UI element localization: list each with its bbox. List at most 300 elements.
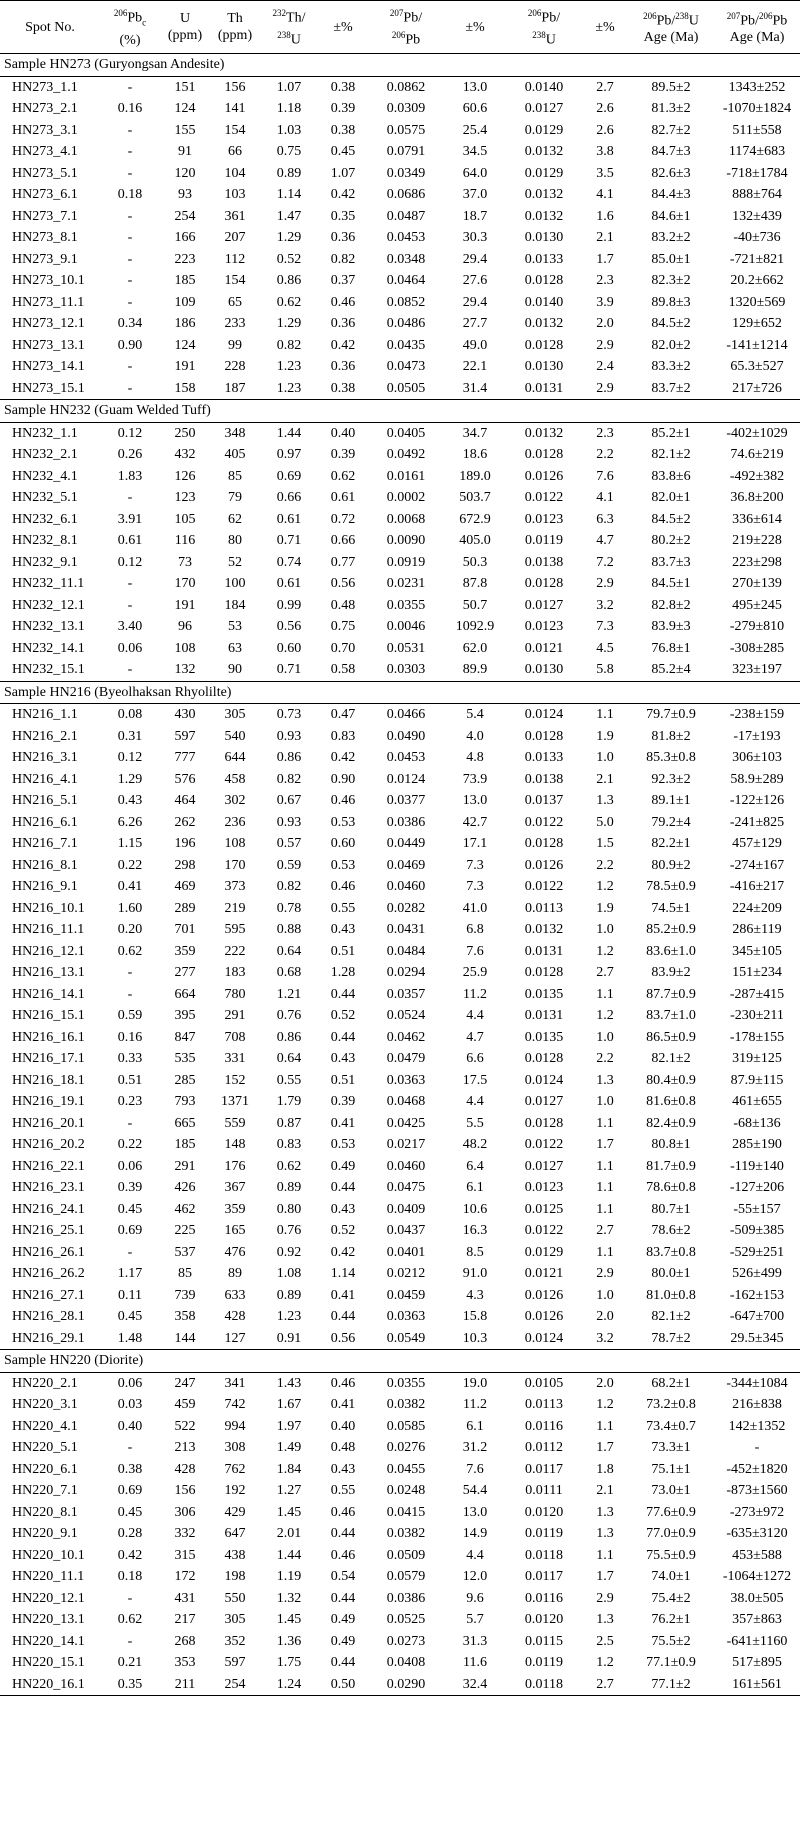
- cell-age-207-206: -55±157: [733, 1201, 781, 1217]
- cell-pb206-u238: 0.0133: [524, 251, 564, 267]
- table-row: [0, 184, 800, 206]
- cell-age-206-238: 78.6±0.8: [646, 1180, 696, 1195]
- cell-error-3: 3.2: [596, 1330, 614, 1346]
- cell-age-206-238: 80.4±0.9: [646, 1072, 696, 1088]
- cell-u: 291: [174, 1158, 196, 1174]
- cell-spot: HN216_24.1: [12, 1201, 85, 1217]
- cell-error-2: 4.8: [466, 750, 484, 765]
- cell-pb206-u238: 0.0128: [524, 728, 564, 744]
- cell-spot: HN216_10.1: [12, 900, 85, 916]
- cell-error-2: 7.3: [466, 879, 484, 894]
- cell-error-1: 0.51: [330, 943, 356, 959]
- cell-th-u-ratio: 1.36: [276, 1633, 302, 1649]
- cell-error-1: 0.44: [330, 1526, 356, 1541]
- cell-th-u-ratio: 0.60: [276, 640, 302, 656]
- cell-th: 52: [228, 554, 242, 570]
- cell-th: 79: [228, 490, 242, 505]
- cell-error-1: 0.40: [330, 425, 356, 441]
- cell-pb206-u238: 0.0128: [524, 1051, 564, 1066]
- cell-error-3: 4.5: [596, 640, 614, 656]
- table-row: [0, 704, 800, 726]
- cell-error-1: 0.36: [330, 230, 356, 245]
- cell-th: 305: [224, 1612, 246, 1627]
- cell-error-2: 25.9: [462, 965, 488, 980]
- table-row: [0, 898, 800, 920]
- cell-pb207-pb206: 0.0124: [386, 771, 426, 787]
- cell-pb207-pb206: 0.0455: [386, 1461, 426, 1477]
- cell-u: 185: [174, 1137, 196, 1152]
- cell-error-3: 2.9: [596, 1590, 614, 1606]
- cell-age-206-238: 83.8±6: [651, 468, 691, 484]
- cell-age-207-206: 36.8±200: [730, 490, 784, 505]
- cell-u: 353: [174, 1655, 196, 1670]
- cell-pb206-u238: 0.0131: [524, 1008, 564, 1023]
- cell-age-207-206: -1064±1272: [722, 1569, 792, 1584]
- cell-pb207-pb206: 0.0282: [386, 900, 426, 916]
- cell-spot: HN273_13.1: [12, 337, 85, 353]
- cell-pb206-u238: 0.0124: [524, 707, 564, 722]
- cell-age-207-206: 161±561: [714, 1674, 800, 1696]
- cell-th: 154: [224, 122, 246, 138]
- cell-error-1: 0.43: [330, 922, 356, 937]
- cell-spot: HN216_29.1: [12, 1330, 85, 1346]
- cell-error-1: 0.90: [330, 771, 356, 787]
- cell-age-207-206: -718±1784: [726, 165, 788, 181]
- cell-spot: HN216_5.1: [12, 793, 78, 808]
- cell-th-u-ratio: 0.57: [276, 836, 302, 851]
- cell-age-207-206: -529±251: [729, 1244, 785, 1260]
- cell-th: 156: [224, 79, 246, 95]
- cell-th-u-ratio: 0.73: [276, 707, 302, 722]
- cell-pb206-u238: 0.0132: [524, 425, 564, 441]
- cell-common-pb: -: [127, 79, 133, 95]
- cell-spot: HN216_28.1: [12, 1309, 85, 1324]
- cell-error-2: 15.8: [462, 1309, 488, 1324]
- cell-age-207-206: -402±1029: [726, 425, 788, 441]
- table-row: [0, 1394, 800, 1416]
- cell-pb207-pb206: 0.0453: [386, 230, 426, 245]
- table-row: [0, 292, 800, 314]
- cell-spot: HN273_6.1: [12, 187, 78, 202]
- cell-age-206-238: 82.1±2: [651, 1309, 691, 1324]
- cell-error-2: 4.0: [466, 728, 484, 744]
- cell-age-207-206: 285±190: [732, 1137, 782, 1152]
- cell-error-1: 0.70: [330, 640, 356, 656]
- cell-pb207-pb206: 0.0068: [386, 511, 426, 527]
- cell-age-206-238: 83.7±2: [651, 380, 691, 396]
- cell-common-pb: 1.83: [117, 468, 143, 484]
- cell-pb206-u238: 0.0126: [524, 857, 564, 873]
- cell-error-1: 0.42: [330, 187, 356, 202]
- cell-error-3: 3.8: [596, 144, 614, 159]
- sample-title: Sample HN232 (Guam Welded Tuff): [0, 400, 800, 423]
- cell-pb206-u238: 0.0132: [524, 922, 564, 937]
- cell-th: 341: [224, 1375, 246, 1391]
- cell-th-u-ratio: 0.64: [276, 943, 302, 959]
- cell-error-1: 0.46: [330, 793, 356, 808]
- cell-error-1: 0.49: [330, 1158, 356, 1174]
- cell-spot: HN216_11.1: [12, 922, 85, 937]
- cell-error-2: 87.8: [462, 576, 488, 591]
- cell-error-3: 2.5: [596, 1633, 614, 1649]
- cell-th-u-ratio: 0.89: [276, 1287, 302, 1303]
- cell-pb206-u238: 0.0128: [524, 1115, 564, 1131]
- cell-age-206-238: 82.1±2: [651, 447, 691, 462]
- cell-pb207-pb206: 0.0492: [386, 447, 426, 462]
- cell-u: 739: [174, 1287, 196, 1303]
- cell-error-1: 0.53: [330, 857, 356, 873]
- cell-age-207-206: -241±825: [729, 814, 785, 830]
- table-row: [0, 1588, 800, 1610]
- cell-error-3: 1.6: [596, 208, 614, 224]
- cell-pb207-pb206: 0.0453: [386, 750, 426, 765]
- cell-u: 469: [174, 879, 196, 894]
- table-row: [0, 659, 800, 681]
- cell-age-206-238: 75.5±0.9: [646, 1547, 696, 1563]
- cell-spot: HN216_4.1: [12, 771, 78, 787]
- cell-th: 595: [224, 922, 246, 937]
- cell-th-u-ratio: 1.29: [276, 230, 302, 245]
- cell-age-207-206: 74.6±219: [730, 447, 784, 462]
- cell-th-u-ratio: 0.56: [276, 619, 302, 634]
- cell-u: 211: [160, 1674, 210, 1696]
- cell-age-206-238: 83.3±2: [651, 359, 691, 374]
- cell-pb206-u238: 0.0131: [524, 943, 564, 959]
- cell-age-207-206: 286±119: [732, 922, 782, 937]
- cell-error-3: 1.5: [596, 836, 614, 851]
- header-u: U (ppm): [160, 1, 210, 54]
- cell-age-207-206: -873±1560: [726, 1483, 788, 1498]
- cell-error-3: 3.5: [596, 165, 614, 181]
- cell-u: 358: [174, 1309, 196, 1324]
- cell-common-pb: 0.42: [117, 1547, 143, 1563]
- table-row: [0, 1199, 800, 1221]
- cell-pb207-pb206: 0.0473: [386, 359, 426, 374]
- cell-common-pb: 0.41: [117, 879, 143, 894]
- cell-u: 847: [174, 1029, 196, 1045]
- cell-common-pb: 0.26: [117, 447, 143, 462]
- cell-pb206-u238: 0.0128: [524, 576, 564, 591]
- cell-u: 298: [174, 857, 196, 873]
- cell-age-206-238: 78.7±2: [651, 1330, 691, 1346]
- cell-pb206-u238: 0.0130: [524, 662, 564, 677]
- cell-pb207-pb206: 0.0217: [386, 1137, 426, 1152]
- cell-th-u-ratio: 1.45: [276, 1612, 302, 1627]
- cell-spot: HN220_3.1: [12, 1397, 78, 1412]
- table-row: [0, 1416, 800, 1438]
- cell-spot: HN216_17.1: [12, 1051, 85, 1066]
- cell-pb206-u238: 0.0120: [524, 1504, 564, 1520]
- cell-error-2: 6.8: [466, 922, 484, 937]
- cell-u: 144: [174, 1330, 196, 1346]
- cell-th: 708: [224, 1029, 246, 1045]
- cell-error-2: 11.2: [463, 1397, 487, 1412]
- cell-error-2: 5.7: [466, 1612, 484, 1627]
- cell-th: 103: [224, 187, 246, 202]
- sample-section-header: [0, 681, 800, 704]
- cell-pb207-pb206: 0.0386: [386, 1590, 426, 1606]
- cell-th: 780: [224, 986, 246, 1002]
- cell-error-2: 17.1: [462, 836, 488, 851]
- cell-u: 126: [174, 468, 196, 484]
- cell-error-2: 13.0: [462, 793, 488, 808]
- cell-common-pb: 0.16: [117, 101, 143, 116]
- table-row: [0, 1437, 800, 1459]
- cell-pb206-u238: 0.0129: [524, 1244, 564, 1260]
- cell-age-206-238: 80.2±2: [651, 533, 691, 548]
- cell-error-1: 0.82: [330, 251, 356, 267]
- cell-error-2: 50.3: [462, 554, 488, 570]
- cell-age-206-238: 82.0±1: [651, 490, 691, 505]
- cell-error-1: 0.46: [330, 1375, 356, 1391]
- cell-common-pb: 1.48: [117, 1330, 143, 1346]
- cell-error-3: 2.1: [596, 1483, 614, 1498]
- header-age-206-238: $^{206}$Pb/$^{238}$U Age (Ma): [628, 1, 714, 54]
- cell-age-206-238: 80.7±1: [651, 1201, 691, 1217]
- cell-spot: HN273_9.1: [12, 251, 78, 267]
- cell-error-3: 2.7: [582, 1674, 628, 1696]
- cell-age-206-238: 76.2±1: [651, 1612, 691, 1627]
- cell-age-206-238: 84.4±3: [651, 187, 691, 202]
- cell-error-2: 6.1: [466, 1418, 484, 1434]
- table-row: [0, 595, 800, 617]
- cell-age-206-238: 74.0±1: [651, 1569, 691, 1584]
- cell-age-206-238: 75.1±1: [651, 1461, 691, 1477]
- table-row: [0, 1372, 800, 1394]
- cell-pb206-u238: 0.0127: [524, 101, 564, 116]
- cell-spot: HN232_6.1: [12, 511, 78, 527]
- cell-common-pb: 0.43: [117, 793, 143, 808]
- cell-th-u-ratio: 0.92: [276, 1244, 302, 1260]
- cell-common-pb: 0.51: [117, 1072, 143, 1088]
- table-row: [0, 1263, 800, 1285]
- cell-th: 104: [224, 165, 246, 181]
- cell-age-207-206: -416±217: [729, 879, 785, 894]
- cell-common-pb: -: [127, 144, 133, 159]
- cell-u: 285: [174, 1072, 196, 1088]
- cell-u: 430: [174, 707, 196, 722]
- cell-error-2: 5.4: [466, 707, 484, 722]
- table-row: [0, 141, 800, 163]
- cell-age-207-206: 526±499: [732, 1266, 782, 1281]
- cell-th: 1371: [221, 1094, 249, 1109]
- table-row: [0, 616, 800, 638]
- cell-age-207-206: 345±105: [732, 943, 782, 959]
- cell-u: 431: [174, 1590, 196, 1606]
- cell-pb207-pb206: 0.0231: [386, 576, 426, 591]
- cell-pb206-u238: 0.0117: [525, 1461, 563, 1477]
- cell-age-206-238: 83.2±2: [651, 230, 691, 245]
- cell-th-u-ratio: 1.44: [276, 425, 302, 441]
- cell-u: 73: [178, 554, 192, 570]
- cell-spot: HN220_7.1: [12, 1483, 78, 1498]
- cell-spot: HN216_13.1: [12, 965, 85, 980]
- cell-common-pb: 0.11: [118, 1287, 142, 1303]
- table-row: [0, 1674, 800, 1696]
- table-row: [0, 573, 800, 595]
- cell-spot: HN216_9.1: [12, 879, 78, 894]
- cell-error-2: 4.4: [466, 1094, 484, 1109]
- cell-pb207-pb206: 0.0303: [386, 662, 426, 677]
- cell-error-3: 2.0: [596, 1309, 614, 1324]
- cell-error-3: 1.3: [596, 793, 614, 808]
- cell-u: 268: [174, 1633, 196, 1649]
- cell-common-pb: -: [127, 1115, 133, 1131]
- cell-common-pb: 0.45: [117, 1504, 143, 1520]
- cell-pb206-u238: 0.0122: [524, 490, 564, 505]
- cell-error-2: 37.0: [462, 187, 488, 202]
- cell-th-u-ratio: 0.87: [276, 1115, 302, 1131]
- cell-error-3: 7.6: [596, 468, 614, 484]
- cell-th: 66: [228, 144, 242, 159]
- cell-age-206-238: 84.6±1: [651, 208, 691, 224]
- cell-error-3: 2.9: [596, 337, 614, 353]
- cell-pb207-pb206: 0.0509: [386, 1547, 426, 1563]
- cell-age-206-238: 92.3±2: [651, 771, 691, 787]
- sample-section-header: [0, 54, 800, 77]
- cell-u: 109: [174, 294, 196, 310]
- cell-error-2: 11.6: [463, 1655, 487, 1670]
- cell-error-1: 0.77: [330, 554, 356, 570]
- cell-error-2: 73.9: [462, 771, 488, 787]
- cell-error-2: 91.0: [462, 1266, 488, 1281]
- cell-error-3: 1.0: [596, 1094, 614, 1109]
- cell-th-u-ratio: 0.55: [276, 1072, 302, 1088]
- cell-pb206-u238: 0.0111: [525, 1483, 563, 1498]
- table-row: [0, 1070, 800, 1092]
- cell-error-2: 31.3: [462, 1633, 488, 1649]
- cell-age-206-238: 80.9±2: [651, 857, 691, 873]
- cell-age-207-206: -178±155: [729, 1029, 785, 1045]
- cell-th: 63: [228, 640, 242, 656]
- cell-th-u-ratio: 0.76: [276, 1223, 302, 1238]
- cell-pb206-u238: 0.0124: [524, 1330, 564, 1346]
- cell-error-3: 1.9: [596, 900, 614, 916]
- cell-spot: HN216_2.1: [12, 728, 78, 744]
- cell-common-pb: 0.08: [117, 707, 143, 722]
- cell-pb206-u238: 0.0135: [524, 986, 564, 1002]
- cell-common-pb: -: [127, 1244, 133, 1260]
- header-pb206-u238: $^{206}$Pb/ $^{238}$U: [506, 1, 582, 54]
- cell-common-pb: -: [127, 380, 133, 396]
- cell-th-u-ratio: 0.52: [276, 251, 302, 267]
- cell-th: 187: [224, 380, 246, 396]
- cell-spot: HN232_4.1: [12, 468, 78, 484]
- table-row: [0, 313, 800, 335]
- cell-u: 217: [174, 1612, 196, 1627]
- cell-th-u-ratio: 1.23: [276, 1309, 302, 1324]
- cell-age-206-238: 89.5±2: [651, 79, 691, 95]
- cell-th: 198: [224, 1569, 246, 1584]
- cell-pb207-pb206: 0.0382: [386, 1397, 426, 1412]
- cell-pb207-pb206: 0.0490: [386, 728, 426, 744]
- cell-th-u-ratio: 1.75: [276, 1655, 302, 1670]
- cell-common-pb: 0.28: [117, 1526, 143, 1541]
- cell-error-3: 4.1: [596, 187, 614, 202]
- cell-th: 207: [224, 230, 246, 245]
- cell-pb206-u238: 0.0135: [524, 1029, 564, 1045]
- table-row: [0, 1005, 800, 1027]
- table-row: [0, 1609, 800, 1631]
- cell-error-1: 0.39: [330, 101, 356, 116]
- cell-common-pb: 0.40: [117, 1418, 143, 1434]
- cell-age-206-238: 81.3±2: [651, 101, 691, 116]
- cell-error-3: 1.7: [596, 1569, 614, 1584]
- cell-th: 361: [224, 208, 246, 224]
- cell-pb206-u238: 0.0132: [524, 208, 564, 224]
- cell-th: 192: [224, 1483, 246, 1498]
- cell-common-pb: 0.20: [117, 922, 143, 937]
- cell-common-pb: -: [127, 597, 133, 613]
- cell-error-3: 1.0: [596, 922, 614, 937]
- cell-common-pb: -: [127, 490, 133, 505]
- cell-pb207-pb206: 0.0349: [386, 165, 426, 181]
- cell-th-u-ratio: 0.62: [276, 1158, 302, 1174]
- cell-error-2: 25.4: [462, 122, 488, 138]
- cell-age-207-206: -452±1820: [726, 1461, 788, 1477]
- cell-age-207-206: -279±810: [729, 619, 785, 634]
- cell-age-206-238: 84.5±1: [651, 576, 691, 591]
- cell-error-1: 0.49: [330, 1612, 356, 1627]
- cell-spot: HN216_15.1: [12, 1008, 85, 1023]
- cell-th: 53: [228, 619, 242, 634]
- cell-age-206-238: 81.6±0.8: [646, 1094, 696, 1109]
- cell-age-206-238: 81.7±0.9: [646, 1158, 696, 1174]
- cell-error-1: 0.36: [330, 359, 356, 374]
- cell-error-1: 0.46: [330, 294, 356, 310]
- cell-error-1: 0.39: [330, 1094, 356, 1109]
- cell-error-2: 7.6: [466, 1461, 484, 1477]
- table-row: [0, 335, 800, 357]
- header-th: Th (ppm): [210, 1, 260, 54]
- cell-error-3: 2.9: [596, 1266, 614, 1281]
- cell-th: 254: [210, 1674, 260, 1696]
- cell-error-1: 0.56: [330, 576, 356, 591]
- cell-error-3: 1.3: [596, 1526, 614, 1541]
- cell-error-3: 2.7: [596, 965, 614, 980]
- cell-spot: HN273_11.1: [12, 294, 85, 310]
- cell-u: 93: [178, 187, 192, 202]
- cell-error-3: 4.7: [596, 533, 614, 548]
- cell-common-pb: 6.26: [117, 814, 143, 830]
- cell-pb206-u238: 0.0112: [525, 1440, 563, 1455]
- cell-error-3: 4.1: [596, 490, 614, 505]
- cell-common-pb: 1.60: [117, 900, 143, 916]
- cell-age-206-238: 85.3±0.8: [646, 750, 696, 765]
- cell-u: 196: [174, 836, 196, 851]
- cell-error-1: 0.46: [330, 1504, 356, 1520]
- cell-common-pb: 0.45: [117, 1309, 143, 1324]
- cell-pb207-pb206: 0.0460: [386, 1158, 426, 1174]
- cell-age-206-238: 75.5±2: [651, 1633, 691, 1649]
- cell-common-pb: 0.62: [117, 943, 143, 959]
- cell-age-206-238: 73.0±1: [651, 1483, 691, 1498]
- cell-error-1: 0.44: [330, 1590, 356, 1606]
- cell-pb207-pb206: 0.0355: [386, 597, 426, 613]
- table-row: [0, 422, 800, 444]
- cell-age-206-238: 83.9±2: [651, 965, 691, 980]
- cell-th-u-ratio: 1.29: [276, 316, 302, 331]
- cell-th-u-ratio: 1.32: [276, 1590, 302, 1606]
- cell-th: 550: [224, 1590, 246, 1606]
- cell-pb206-u238: 0.0132: [524, 187, 564, 202]
- cell-error-1: 0.42: [330, 750, 356, 765]
- cell-th: 152: [224, 1072, 246, 1088]
- cell-error-1: 0.38: [330, 380, 356, 396]
- cell-common-pb: 0.59: [117, 1008, 143, 1023]
- cell-age-207-206: -: [754, 1440, 760, 1455]
- cell-pb206-u238: 0.0119: [525, 1526, 563, 1541]
